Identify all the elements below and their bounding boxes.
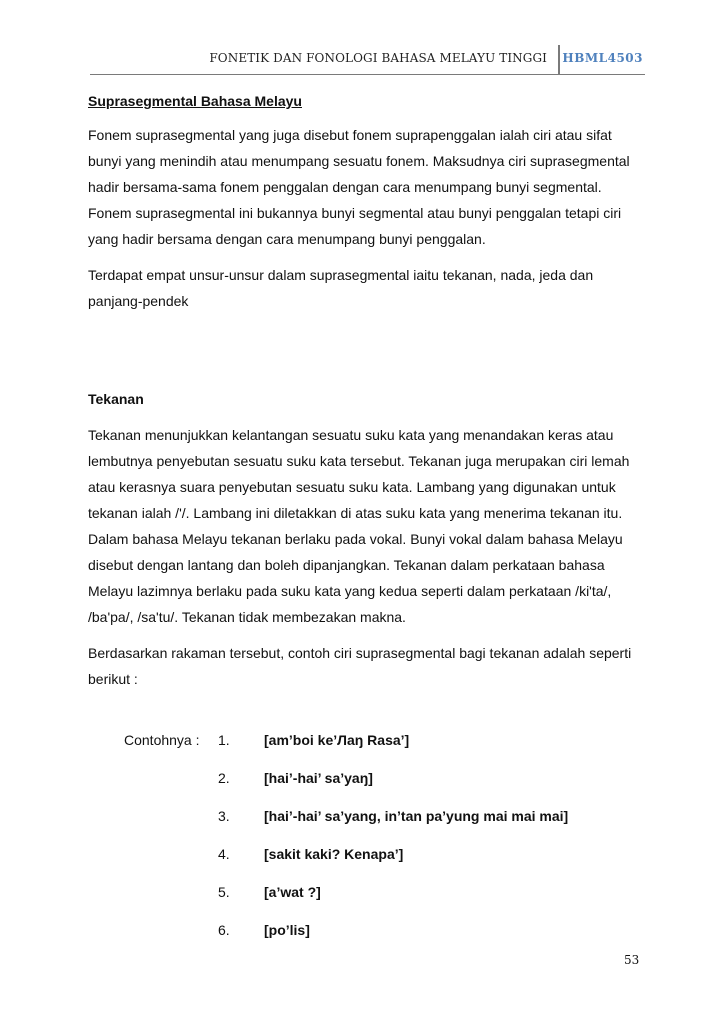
example-transcription: [sakit kaki? Kenapa’] [264,846,404,862]
example-number: 5. [218,884,230,900]
section-suprasegmental [88,90,648,314]
example-number: 1. [218,732,230,748]
header-rule [90,74,645,75]
header-divider [558,45,560,75]
paragraph-tekanan-definition: Tekanan menunjukkan kelantangan sesuatu suku kata yang menandakan keras atau lembutnya penyebutan sesuatu suku kata tersebut. Tekanan juga merupakan ciri lemah atau kerasnya suara penyebutan sesuatu suku kata. Lambang yang digunakan untuk tekanan ialah /'/. Lambang ini diletakkan di atas suku kata yang menerima tekanan itu. Dalam bahasa Melayu tekanan berlaku pada vokal. Bunyi vokal dalam bahasa Melayu disebut dengan lantang dan boleh dipanjangkan. Tekanan dalam perkataan bahasa Melayu lazimnya berlaku pada suku kata yang kedua seperti dalam perkataan /ki'ta/, /ba'pa/, /sa'tu/. Tekanan tidak membezakan makna. [88,427,630,625]
section-heading-tekanan: Tekanan [88,391,144,407]
section-heading-suprasegmental: Suprasegmental Bahasa Melayu [88,93,302,109]
example-number: 2. [218,770,230,786]
section-tekanan [88,388,648,692]
paragraph-elements: Terdapat empat unsur-unsur dalam suprasegmental iaitu tekanan, nada, jeda dan panjang-pendek [88,267,594,309]
examples-list [88,730,648,950]
page-header [90,45,645,75]
paragraph-definition: Fonem suprasegmental yang juga disebut fonem suprapenggalan ialah ciri atau sifat bunyi yang menindih atau menumpang sesuatu fonem. Maksudnya ciri suprasegmental hadir bersama-sama fonem penggalan dengan cara menumpang bunyi segmental. Fonem suprasegmental ini bukannya bunyi segmental atau bunyi penggalan tetapi ciri yang hadir bersama dengan cara menumpang bunyi penggalan. [88,127,630,247]
example-transcription: [am’boi ke’Лaŋ Rasa’] [264,732,410,748]
example-transcription: [hai’-hai’ sa’yang, in’tan pa’yung mai mai mai] [264,808,569,824]
example-transcription: [hai’-hai’ sa’yaŋ] [264,770,373,786]
course-code: HBML4503 [562,51,643,65]
page-number: 53 [624,953,640,967]
example-transcription: [a’wat ?] [264,884,321,900]
example-number: 6. [218,922,230,938]
header-title: FONETIK DAN FONOLOGI BAHASA MELAYU TINGGI [209,51,547,65]
example-number: 4. [218,846,230,862]
examples-label: Contohnya : [124,732,200,748]
example-number: 3. [218,808,230,824]
paragraph-tekanan-intro: Berdasarkan rakaman tersebut, contoh ciri suprasegmental bagi tekanan adalah seperti berikut : [88,645,632,687]
example-transcription: [po’lis] [264,922,310,938]
